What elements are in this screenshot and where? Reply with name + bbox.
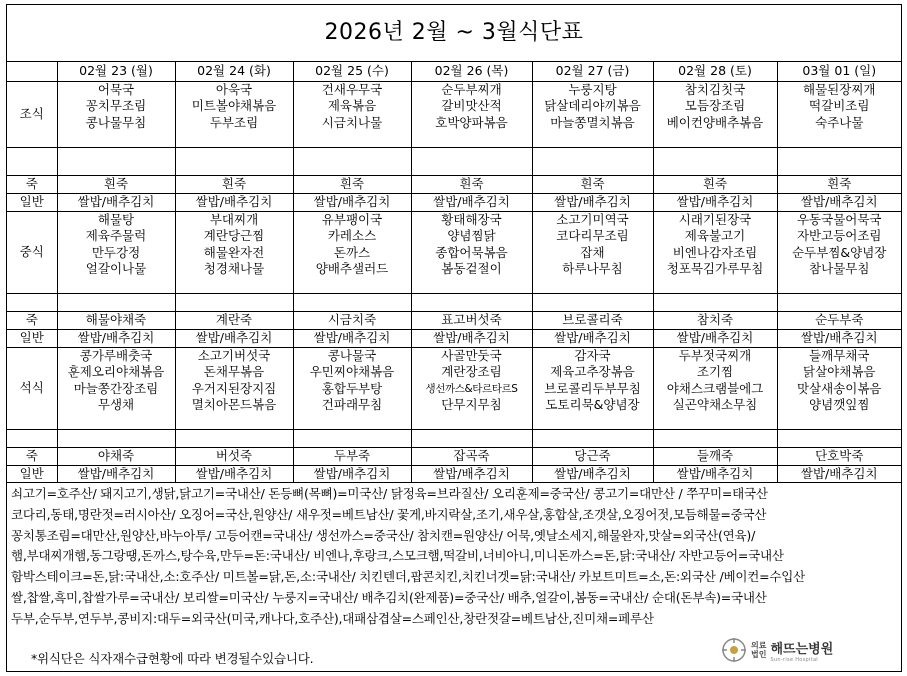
origin-line: 쌀,찹쌀,흑미,찹쌀가루=국내산/ 보리쌀=미국산/ 누룽지=국내산/ 배추김치(완제품)=중국산/ 배추,얼갈이,봄동=국내산/ 순대(돈부속)=국내산 <box>11 589 767 605</box>
menu-cell <box>175 447 293 465</box>
menu-cell <box>175 429 293 447</box>
meal-label: 죽 <box>7 175 57 193</box>
menu-item: 흰죽 <box>103 175 129 191</box>
menu-item: 마늘쫑멸치볶음 <box>550 114 635 130</box>
day-header: 03월 01 (일) <box>777 62 901 81</box>
menu-cell <box>777 429 901 447</box>
menu-item: 부대찌개 <box>209 211 259 227</box>
menu-cell <box>532 193 653 211</box>
menu-cell <box>175 329 293 347</box>
menu-cell <box>411 465 532 483</box>
menu-item: 모듬장조림 <box>684 98 746 113</box>
menu-item: 두부젓국찌개 <box>678 347 752 363</box>
origin-line: 쇠고기=호주산/ 돼지고기,생닭,닭고기=국내산/ 돈등뼈(목뼈)=미국산/ 닭정육=브라질산/ 오리훈제=중국산/ 콩고기=대만산 / 쭈꾸미=태국산 <box>11 486 768 501</box>
menu-item: 양배추샐러드 <box>315 261 389 276</box>
menu-cell <box>57 447 175 465</box>
menu-item: 감자국 <box>574 347 611 363</box>
menu-cell <box>777 347 901 429</box>
menu-cell <box>777 465 901 483</box>
menu-cell <box>653 311 777 329</box>
menu-cell <box>532 429 653 447</box>
menu-item: 유부팽이국 <box>321 211 383 227</box>
menu-cell <box>293 447 411 465</box>
menu-item: 조기찜 <box>696 364 734 379</box>
menu-cell <box>532 175 653 193</box>
menu-item: 청경채나물 <box>203 261 265 276</box>
menu-item: 황태해장국 <box>441 211 502 227</box>
menu-item: 제육불고기 <box>684 228 746 243</box>
menu-cell <box>653 211 777 293</box>
menu-item: 우민찌야채볶음 <box>309 364 395 379</box>
menu-cell <box>532 447 653 465</box>
menu-item: 봄동겉절이 <box>441 261 502 276</box>
day-header: 02월 27 (금) <box>532 62 653 81</box>
menu-item: 청포묵김가루무침 <box>666 261 764 276</box>
menu-item: 계란죽 <box>215 311 253 327</box>
menu-cell <box>411 175 532 193</box>
menu-cell <box>777 447 901 465</box>
day-header: 02월 24 (화) <box>175 62 293 81</box>
menu-item: 만두강정 <box>91 244 141 260</box>
menu-cell <box>777 81 901 147</box>
menu-item: 해물탕 <box>97 211 135 227</box>
menu-item: 홍합두부탕 <box>321 380 383 396</box>
menu-cell <box>532 465 653 483</box>
hospital-name-1: 해뜨는 <box>770 641 809 657</box>
menu-table <box>7 62 901 483</box>
menu-item: 쌀밥/배추김치 <box>433 465 510 481</box>
header-corner <box>7 62 57 81</box>
meal-label <box>7 147 57 175</box>
menu-row <box>7 81 901 147</box>
menu-cell <box>57 329 175 347</box>
menu-item: 쌀밥/배추김치 <box>195 465 273 481</box>
menu-item: 양념찜닭 <box>447 228 496 243</box>
menu-item: 야채죽 <box>97 447 135 463</box>
menu-item: 닭살데리야끼볶음 <box>544 98 641 113</box>
menu-cell <box>293 347 411 429</box>
menu-item: 당근죽 <box>574 447 611 463</box>
menu-item: 순두부죽 <box>815 311 864 327</box>
menu-cell <box>777 293 901 311</box>
menu-cell <box>57 311 175 329</box>
menu-cell <box>293 311 411 329</box>
menu-item: 하루나무침 <box>562 261 623 276</box>
menu-cell <box>532 347 653 429</box>
menu-item: 생선까스&타르타르S <box>425 382 518 395</box>
menu-row <box>7 429 901 447</box>
menu-item: 종합어묵볶음 <box>435 244 508 260</box>
menu-item: 순두부찌개 <box>441 81 502 97</box>
menu-cell <box>411 81 532 147</box>
menu-item: 아욱국 <box>215 81 253 97</box>
menu-item: 꽁치무조림 <box>85 98 147 113</box>
menu-item: 시래기된장국 <box>678 211 752 227</box>
origin-info <box>7 484 901 630</box>
day-header: 02월 28 (토) <box>653 62 777 81</box>
menu-cell <box>175 465 293 483</box>
menu-cell <box>653 193 777 211</box>
menu-cell <box>57 465 175 483</box>
menu-cell <box>653 447 777 465</box>
menu-cell <box>57 147 175 175</box>
menu-item: 자반고등어조림 <box>796 228 882 243</box>
menu-item: 우거지된장지짐 <box>191 380 277 396</box>
menu-row <box>7 347 901 429</box>
menu-cell <box>175 347 293 429</box>
menu-cell <box>293 429 411 447</box>
menu-item: 브로콜리죽 <box>562 311 623 327</box>
menu-item: 흰죽 <box>580 175 605 191</box>
menu-item: 쌀밥/배추김치 <box>195 329 273 345</box>
menu-cell <box>653 329 777 347</box>
menu-cell <box>777 175 901 193</box>
menu-cell <box>57 81 175 147</box>
menu-cell <box>653 429 777 447</box>
menu-cell <box>653 147 777 175</box>
menu-cell <box>777 147 901 175</box>
menu-cell <box>175 293 293 311</box>
menu-item: 닭살야채볶음 <box>803 364 876 379</box>
menu-row <box>7 311 901 329</box>
menu-cell <box>777 193 901 211</box>
menu-cell <box>411 147 532 175</box>
menu-item: 해물된장찌개 <box>803 81 876 97</box>
menu-item: 쌀밥/배추김치 <box>554 329 631 345</box>
page-title: 2026년 2월 ~ 3월식단표 <box>7 5 901 62</box>
menu-item: 브로콜리두부무침 <box>544 380 641 396</box>
menu-item: 두부죽 <box>333 447 371 463</box>
menu-item: 갈비맛산적 <box>441 98 502 113</box>
menu-cell <box>532 311 653 329</box>
menu-cell <box>532 211 653 293</box>
menu-item: 쌀밥/배추김치 <box>313 465 391 481</box>
menu-item: 사골만둣국 <box>441 347 502 363</box>
menu-item: 도토리묵&양념장 <box>545 397 640 412</box>
menu-sheet <box>6 4 902 672</box>
menu-item: 카레소스 <box>327 228 377 243</box>
menu-item: 잡곡죽 <box>453 447 490 463</box>
menu-item: 쌀밥/배추김치 <box>433 193 510 209</box>
menu-item: 돈까스 <box>333 244 371 260</box>
menu-item: 무생채 <box>97 397 135 412</box>
menu-cell <box>57 211 175 293</box>
menu-cell <box>57 175 175 193</box>
menu-cell <box>777 329 901 347</box>
menu-item: 시금치나물 <box>321 114 383 130</box>
menu-item: 쌀밥/배추김치 <box>433 329 510 345</box>
meal-label: 조식 <box>7 81 57 147</box>
menu-row <box>7 211 901 293</box>
menu-item: 콩나물무침 <box>85 114 147 130</box>
menu-row <box>7 293 901 311</box>
menu-item: 두부조림 <box>209 114 259 130</box>
menu-item: 베이컨양배추볶음 <box>666 114 764 130</box>
hospital-name <box>770 638 833 657</box>
menu-cell <box>175 193 293 211</box>
corp-tag <box>751 641 766 659</box>
menu-cell <box>293 175 411 193</box>
menu-item: 떡갈비조림 <box>809 98 870 113</box>
menu-row <box>7 465 901 483</box>
menu-item: 흰죽 <box>221 175 247 191</box>
menu-cell <box>293 293 411 311</box>
menu-cell <box>532 329 653 347</box>
menu-item: 단호박죽 <box>815 447 864 463</box>
menu-cell <box>411 447 532 465</box>
meal-label: 죽 <box>7 311 57 329</box>
menu-cell <box>653 347 777 429</box>
menu-cell <box>411 293 532 311</box>
origin-line: 꽁치통조림=대만산,원양산,바누아투/ 고등어캔=국내산/ 생선까스=중국산/ 참치캔=원양산/ 어묵,옛날소세지,해물완자,맛살=외국산(연육)/ <box>11 527 756 543</box>
menu-item: 소고기버섯국 <box>197 347 271 363</box>
menu-cell <box>57 293 175 311</box>
meal-label: 죽 <box>7 447 57 465</box>
menu-item: 표고버섯죽 <box>441 311 502 327</box>
menu-cell <box>411 329 532 347</box>
menu-item: 소고기미역국 <box>556 211 629 227</box>
menu-cell <box>57 193 175 211</box>
menu-item: 우동국물어묵국 <box>796 211 882 227</box>
origin-line: 햄,부대찌개햄,동그랑땡,돈까스,탕수육,만두=돈:국내산/ 비엔나,후랑크,스모크햄,떡갈비,너비아니,미니돈까스=돈,닭:국내산/ 자반고등어=국내산 <box>11 548 784 564</box>
menu-item: 흰죽 <box>339 175 365 191</box>
hospital-name-2: 병원 <box>808 641 834 657</box>
menu-cell <box>532 81 653 147</box>
day-header: 02월 25 (수) <box>293 62 411 81</box>
origin-line: 두부,순두부,연두부,콩비지:대두=외국산(미국,캐나다,호주산),대패삼겹살=스페인산,창란젓갈=베트남산,진미채=페루산 <box>11 610 654 626</box>
menu-cell <box>411 211 532 293</box>
menu-item: 제육고추장볶음 <box>550 364 635 379</box>
menu-item: 참나물무침 <box>809 261 870 276</box>
meal-label <box>7 293 57 311</box>
corp-tag-line2: 법인 <box>751 650 767 659</box>
menu-cell <box>532 293 653 311</box>
menu-cell <box>175 311 293 329</box>
menu-item: 쌀밥/배추김치 <box>676 465 754 481</box>
menu-item: 들깨무채국 <box>809 347 870 363</box>
menu-item: 얼갈이나물 <box>85 261 147 276</box>
menu-item: 야채스크램블에그 <box>666 380 764 396</box>
menu-item: 돈채무볶음 <box>203 364 265 379</box>
menu-item: 멸치아몬드볶음 <box>191 397 277 412</box>
meal-label <box>7 429 57 447</box>
menu-item: 콩나물국 <box>327 347 377 363</box>
menu-cell <box>57 347 175 429</box>
menu-row <box>7 193 901 211</box>
menu-item: 쌀밥/배추김치 <box>77 465 155 481</box>
menu-item: 해물완자전 <box>203 244 265 260</box>
menu-cell <box>175 211 293 293</box>
menu-cell <box>293 465 411 483</box>
menu-item: 잡채 <box>580 244 605 260</box>
menu-cell <box>653 175 777 193</box>
menu-item: 비엔나감자조림 <box>672 244 758 260</box>
meal-label: 일반 <box>7 193 57 211</box>
menu-item: 건새우무국 <box>321 81 383 97</box>
menu-item: 쌀밥/배추김치 <box>77 193 155 209</box>
menu-item: 어묵국 <box>97 81 135 97</box>
menu-cell <box>777 311 901 329</box>
menu-item: 누룽지탕 <box>568 81 617 97</box>
menu-row <box>7 175 901 193</box>
menu-item: 참치김칫국 <box>684 81 746 97</box>
menu-item: 숙주나물 <box>815 114 864 130</box>
menu-item: 시금치죽 <box>327 311 377 327</box>
menu-item: 쌀밥/배추김치 <box>554 193 631 209</box>
menu-item: 코다리무조림 <box>556 228 629 243</box>
menu-item: 쌀밥/배추김치 <box>800 465 878 481</box>
menu-item: 미트볼야채볶음 <box>191 98 277 113</box>
menu-item: 계란당근찜 <box>203 228 265 243</box>
menu-item: 건파래무침 <box>321 397 383 412</box>
menu-item: 흰죽 <box>827 175 852 191</box>
menu-cell <box>411 347 532 429</box>
meal-label: 일반 <box>7 329 57 347</box>
menu-item: 제육볶음 <box>327 98 377 113</box>
menu-item: 흰죽 <box>459 175 484 191</box>
menu-item: 쌀밥/배추김치 <box>77 329 155 345</box>
menu-cell <box>293 329 411 347</box>
menu-item: 쌀밥/배추김치 <box>195 193 273 209</box>
menu-item: 쌀밥/배추김치 <box>313 193 391 209</box>
menu-cell <box>777 211 901 293</box>
menu-item: 콩가루배춧국 <box>79 347 153 363</box>
menu-item: 쌀밥/배추김치 <box>800 193 878 209</box>
menu-row <box>7 447 901 465</box>
menu-cell <box>293 211 411 293</box>
menu-item: 쌀밥/배추김치 <box>313 329 391 345</box>
menu-row <box>7 147 901 175</box>
menu-cell <box>175 147 293 175</box>
menu-item: 마늘쫑간장조림 <box>73 380 159 396</box>
menu-item: 해물야채죽 <box>85 311 147 327</box>
meal-label: 중식 <box>7 211 57 293</box>
sun-logo-icon <box>721 637 747 663</box>
menu-cell <box>653 465 777 483</box>
corp-tag-line1: 의료 <box>751 641 767 650</box>
menu-item: 참치죽 <box>696 311 734 327</box>
meal-label: 일반 <box>7 465 57 483</box>
menu-cell <box>293 81 411 147</box>
menu-cell <box>293 147 411 175</box>
menu-item: 훈제오리야채볶음 <box>67 364 165 379</box>
origin-line: 함박스테이크=돈,닭:국내산,소:호주산/ 미트볼=닭,돈,소:국내산/ 치킨텐더,팝콘치킨,치킨너겟=닭:국내산/ 카보트미트=소,돈:외국산 /베이컨=수입산 <box>11 569 805 585</box>
menu-row <box>7 329 901 347</box>
menu-cell <box>532 147 653 175</box>
menu-cell <box>57 429 175 447</box>
notice-text: *위식단은 식자재수급현황에 따라 변경될수있습니다. <box>31 651 314 666</box>
menu-cell <box>653 293 777 311</box>
menu-item: 단무지무침 <box>441 397 502 412</box>
menu-cell <box>653 81 777 147</box>
menu-item: 쌀밥/배추김치 <box>554 465 631 481</box>
menu-item: 순두부찜&양념장 <box>792 244 887 260</box>
menu-item: 호박양파볶음 <box>435 114 508 130</box>
menu-item: 쌀밥/배추김치 <box>676 193 754 209</box>
menu-item: 실곤약채소무침 <box>672 397 758 412</box>
day-header: 02월 26 (목) <box>411 62 532 81</box>
menu-item: 양념깻잎찜 <box>809 397 870 412</box>
menu-item: 흰죽 <box>702 175 728 191</box>
menu-cell <box>175 175 293 193</box>
menu-item: 버섯죽 <box>215 447 253 463</box>
menu-item: 들깨죽 <box>696 447 734 463</box>
origin-line: 코다리,동태,명란젓=러시아산/ 오징어=국산,원양산/ 새우젓=베트남산/ 꽃게,바지락살,조기,새우살,홍합살,조갯살,오징어젓,모듬해물=중국산 <box>11 506 767 522</box>
menu-cell <box>293 193 411 211</box>
menu-item: 쌀밥/배추김치 <box>800 329 878 345</box>
menu-cell <box>411 311 532 329</box>
menu-item: 계란장조림 <box>441 364 502 379</box>
menu-item: 제육주물럭 <box>85 228 147 243</box>
menu-item: 쌀밥/배추김치 <box>676 329 754 345</box>
menu-cell <box>411 193 532 211</box>
hospital-logo <box>721 635 833 665</box>
menu-cell <box>175 81 293 147</box>
menu-cell <box>411 429 532 447</box>
day-header: 02월 23 (월) <box>57 62 175 81</box>
hospital-subtitle: Sun-rise Hospital <box>770 656 819 663</box>
menu-item: 맛살새송이볶음 <box>796 380 882 396</box>
meal-label: 석식 <box>7 347 57 429</box>
